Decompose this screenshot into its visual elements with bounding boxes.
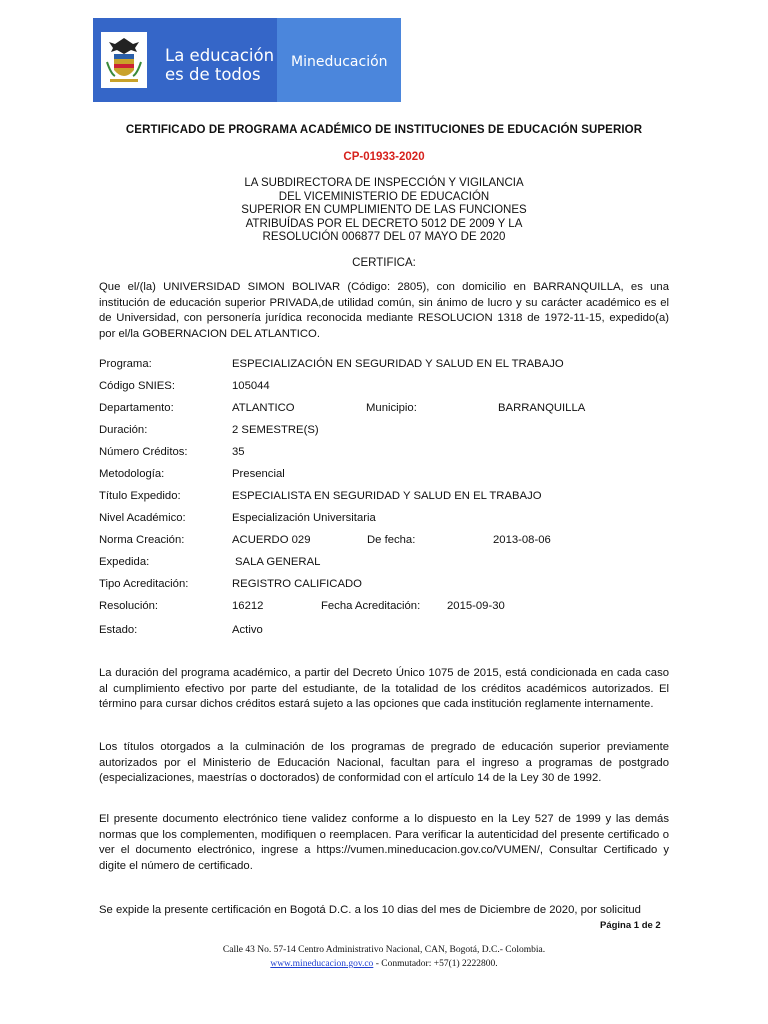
field-label: Programa: xyxy=(99,358,152,370)
issuance-paragraph: Se expide la presente certificación en Bogotá D.C. a los 10 dias del mes de Diciembre de 2020, por solicitud xyxy=(99,904,641,916)
authority-line: DEL VICEMINISTERIO DE EDUCACIÓN xyxy=(278,190,490,203)
field-value: Especialización Universitaria xyxy=(232,512,376,524)
field-row-departamento xyxy=(99,402,679,418)
field-label: Departamento: xyxy=(99,402,174,414)
brand-name: Mineducación xyxy=(291,54,388,70)
field-row-expedida xyxy=(99,556,679,572)
field-value: 105044 xyxy=(232,380,270,392)
electronic-document-paragraph: El presente documento electrónico tiene validez conforme a lo dispuesto en la Ley 527 de 1999 y las demás normas que los complementen, modifiquen o reemplacen. Para verificar la autenticidad del presente certificado o ver el documento electrónico, ingrese a https://vumen.mineducacion.gov.co/VUMEN/, Consultar Certificado y digite el número de certificado. xyxy=(99,813,669,872)
field-row-nivel xyxy=(99,512,679,528)
field-value: ESPECIALISTA EN SEGURIDAD Y SALUD EN EL TRABAJO xyxy=(232,490,542,502)
banner-left-panel xyxy=(93,18,277,102)
authority-line: ATRIBUÍDAS POR EL DECRETO 5012 DE 2009 Y LA xyxy=(245,217,523,230)
document-title: CERTIFICADO DE PROGRAMA ACADÉMICO DE INSTITUCIONES DE EDUCACIÓN SUPERIOR xyxy=(125,124,643,136)
field-label-secondary: De fecha: xyxy=(367,534,416,546)
field-label: Expedida: xyxy=(99,556,150,568)
footer-contact xyxy=(0,959,768,969)
field-row-resolucion xyxy=(99,600,679,616)
field-label: Metodología: xyxy=(99,468,165,480)
field-label-secondary: Municipio: xyxy=(366,402,417,414)
field-value: SALA GENERAL xyxy=(235,556,321,568)
intro-paragraph: Que el/(la) UNIVERSIDAD SIMON BOLIVAR (Código: 2805), con domicilio en BARRANQUILLA, es una institución de educación superior PRIVADA,de utilidad común, sin ánimo de lucro y su carácter académico es el de Universidad, con personería jurídica reconocida mediante RESOLUCION 1318 de 1972-11-15, expedido(a) por el/la GOBERNACION DEL ATLANTICO. xyxy=(99,281,669,340)
field-row-snies xyxy=(99,380,679,396)
slogan-line-1: La educación xyxy=(165,46,275,65)
field-row-estado xyxy=(99,624,679,640)
field-label: Resolución: xyxy=(99,600,159,612)
field-label: Norma Creación: xyxy=(99,534,185,546)
field-value: Presencial xyxy=(232,468,285,480)
authority-line: RESOLUCIÓN 006877 DEL 07 MAYO DE 2020 xyxy=(262,231,506,244)
field-row-titulo xyxy=(99,490,679,506)
issuing-authority xyxy=(0,177,768,245)
page-number: Página 1 de 2 xyxy=(600,920,661,931)
field-value-secondary: 2015-09-30 xyxy=(447,600,505,612)
field-value-secondary: BARRANQUILLA xyxy=(498,402,586,414)
field-row-creditos xyxy=(99,446,679,462)
certifica-heading: CERTIFICA: xyxy=(352,257,416,269)
field-row-duracion xyxy=(99,424,679,440)
field-label: Código SNIES: xyxy=(99,380,175,392)
degrees-paragraph: Los títulos otorgados a la culminación de los programas de pregrado de educación superior previamente autorizados por el Ministerio de Educación Nacional, facultan para el ingreso a programas de postgrado (especializaciones, maestrías o doctorados) de conformidad con el artículo 14 de la Ley 30 de 1992. xyxy=(99,741,669,785)
colombia-coat-of-arms-icon xyxy=(101,32,147,88)
certificate-code: CP-01933-2020 xyxy=(343,151,425,163)
authority-line: LA SUBDIRECTORA DE INSPECCIÓN Y VIGILANCIA xyxy=(244,177,524,189)
website-link[interactable]: www.mineducacion.gov.co xyxy=(270,959,374,969)
field-value: REGISTRO CALIFICADO xyxy=(232,578,362,590)
field-row-norma xyxy=(99,534,679,550)
field-label: Tipo Acreditación: xyxy=(99,578,189,590)
field-label: Título Expedido: xyxy=(99,490,181,502)
authority-line: SUPERIOR EN CUMPLIMIENTO DE LAS FUNCIONES xyxy=(241,204,527,217)
field-value: 2 SEMESTRE(S) xyxy=(232,424,319,436)
field-label: Nivel Académico: xyxy=(99,512,186,524)
banner-right-panel xyxy=(277,18,401,102)
field-row-metodologia xyxy=(99,468,679,484)
field-value: ACUERDO 029 xyxy=(232,534,311,546)
field-label: Duración: xyxy=(99,424,148,436)
footer-phone: - Conmutador: +57(1) 2222800. xyxy=(373,959,498,969)
field-label: Número Créditos: xyxy=(99,446,188,458)
duration-paragraph: La duración del programa académico, a partir del Decreto Único 1075 de 2015, está condicionada en cada caso al cumplimiento efectivo por parte del estudiante, de la totalidad de los créditos académicos autorizados. El término para cursar dichos créditos estará sujeto a las opciones que cada institución reglamente internamente. xyxy=(99,667,669,711)
field-row-programa xyxy=(99,358,679,374)
field-value-secondary: 2013-08-06 xyxy=(493,534,551,546)
field-value: ESPECIALIZACIÓN EN SEGURIDAD Y SALUD EN EL TRABAJO xyxy=(232,358,564,370)
banner-slogan xyxy=(165,46,274,84)
header-banner xyxy=(93,18,401,102)
field-value: 16212 xyxy=(232,600,264,612)
field-label-secondary: Fecha Acreditación: xyxy=(321,600,421,612)
field-value: Activo xyxy=(232,624,263,636)
footer-address: Calle 43 No. 57-14 Centro Administrativo Nacional, CAN, Bogotá, D.C.- Colombia. xyxy=(222,945,546,955)
slogan-line-2: es de todos xyxy=(165,65,261,84)
field-row-acreditacion xyxy=(99,578,679,594)
field-label: Estado: xyxy=(99,624,138,636)
field-value: ATLANTICO xyxy=(232,402,295,414)
field-value: 35 xyxy=(232,446,245,458)
